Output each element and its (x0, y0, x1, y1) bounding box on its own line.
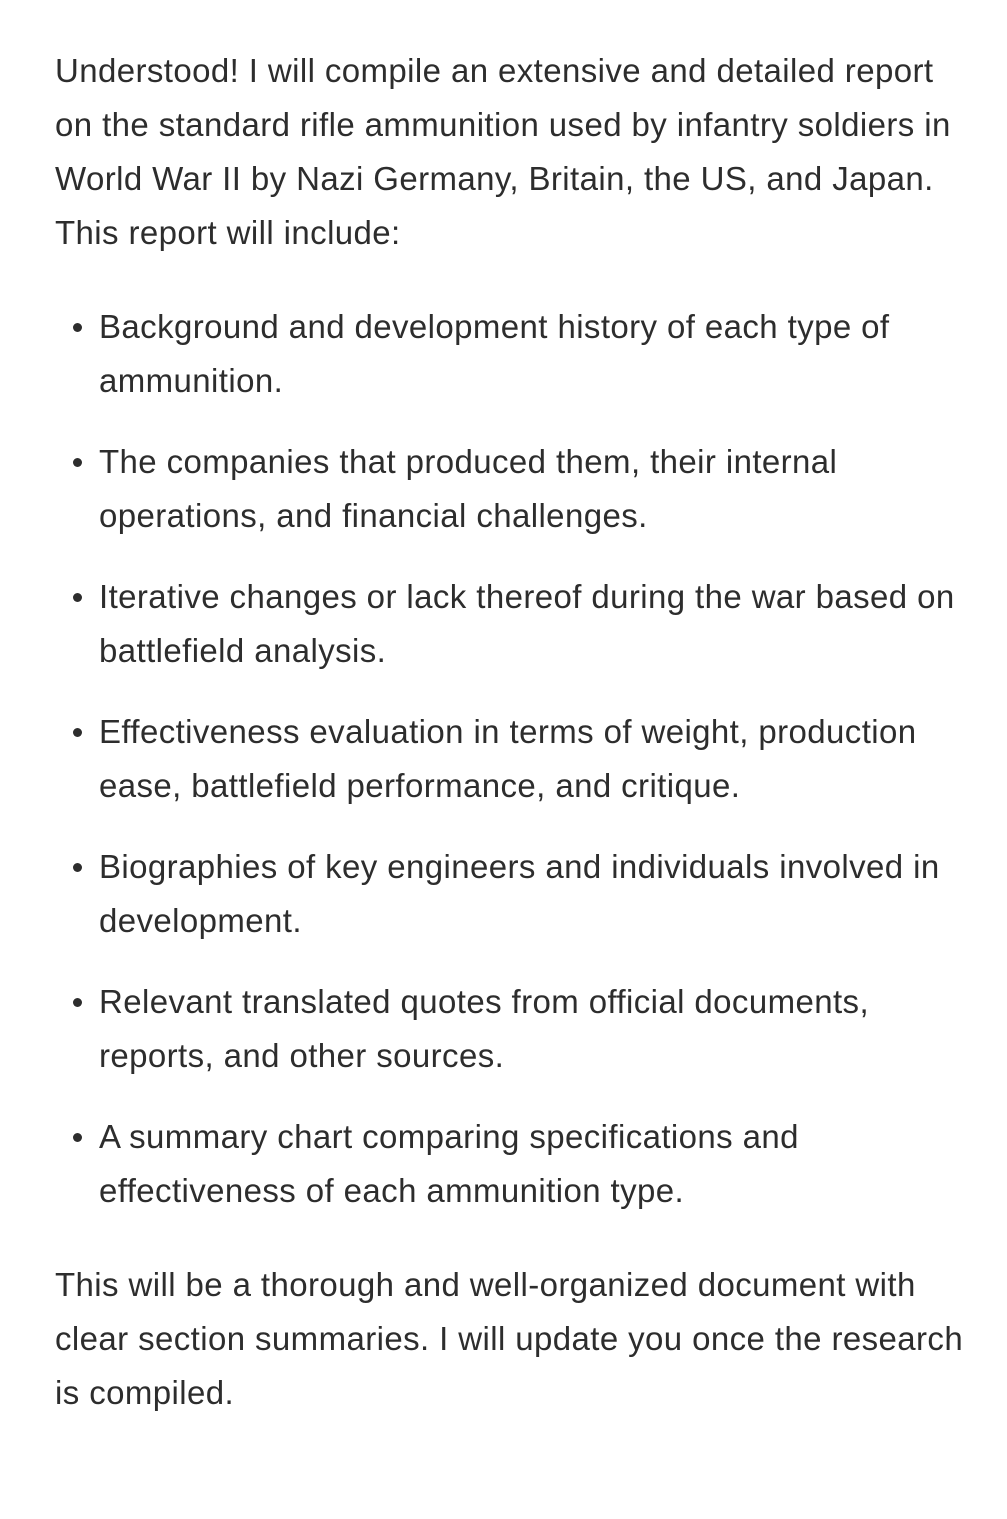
closing-paragraph: This will be a thorough and well-organized document with clear section summaries. I will update you once the research is compiled. (55, 1266, 964, 1411)
list-item-text: The companies that produced them, their internal operations, and financial challenges. (99, 443, 838, 534)
bullet-icon (73, 458, 82, 467)
list-item (55, 300, 967, 408)
bullet-icon (73, 998, 82, 1007)
list-item (55, 570, 967, 678)
list-item-text: Effectiveness evaluation in terms of weight, production ease, battlefield performance, and critique. (99, 713, 917, 804)
list-item-text: Relevant translated quotes from official documents, reports, and other sources. (99, 983, 870, 1074)
list-item (55, 705, 967, 813)
list-item (55, 435, 967, 543)
list-item-text: Biographies of key engineers and individuals involved in development. (99, 848, 940, 939)
list-item-text: Iterative changes or lack thereof during the war based on battlefield analysis. (99, 578, 955, 669)
report-contents-list (55, 300, 967, 1218)
list-item-text: Background and development history of each type of ammunition. (99, 308, 890, 399)
bullet-icon (73, 863, 82, 872)
list-item (55, 975, 967, 1083)
bullet-icon (73, 593, 82, 602)
list-item-text: A summary chart comparing specifications and effectiveness of each ammunition type. (99, 1118, 799, 1209)
bullet-icon (73, 323, 82, 332)
bullet-icon (73, 728, 82, 737)
intro-paragraph: Understood! I will compile an extensive and detailed report on the standard rifle ammunition used by infantry soldiers in World War II by Nazi Germany, Britain, the US, and Japan. This report will include: (55, 52, 951, 251)
list-item (55, 1110, 967, 1218)
bullet-icon (73, 1133, 82, 1142)
list-item (55, 840, 967, 948)
